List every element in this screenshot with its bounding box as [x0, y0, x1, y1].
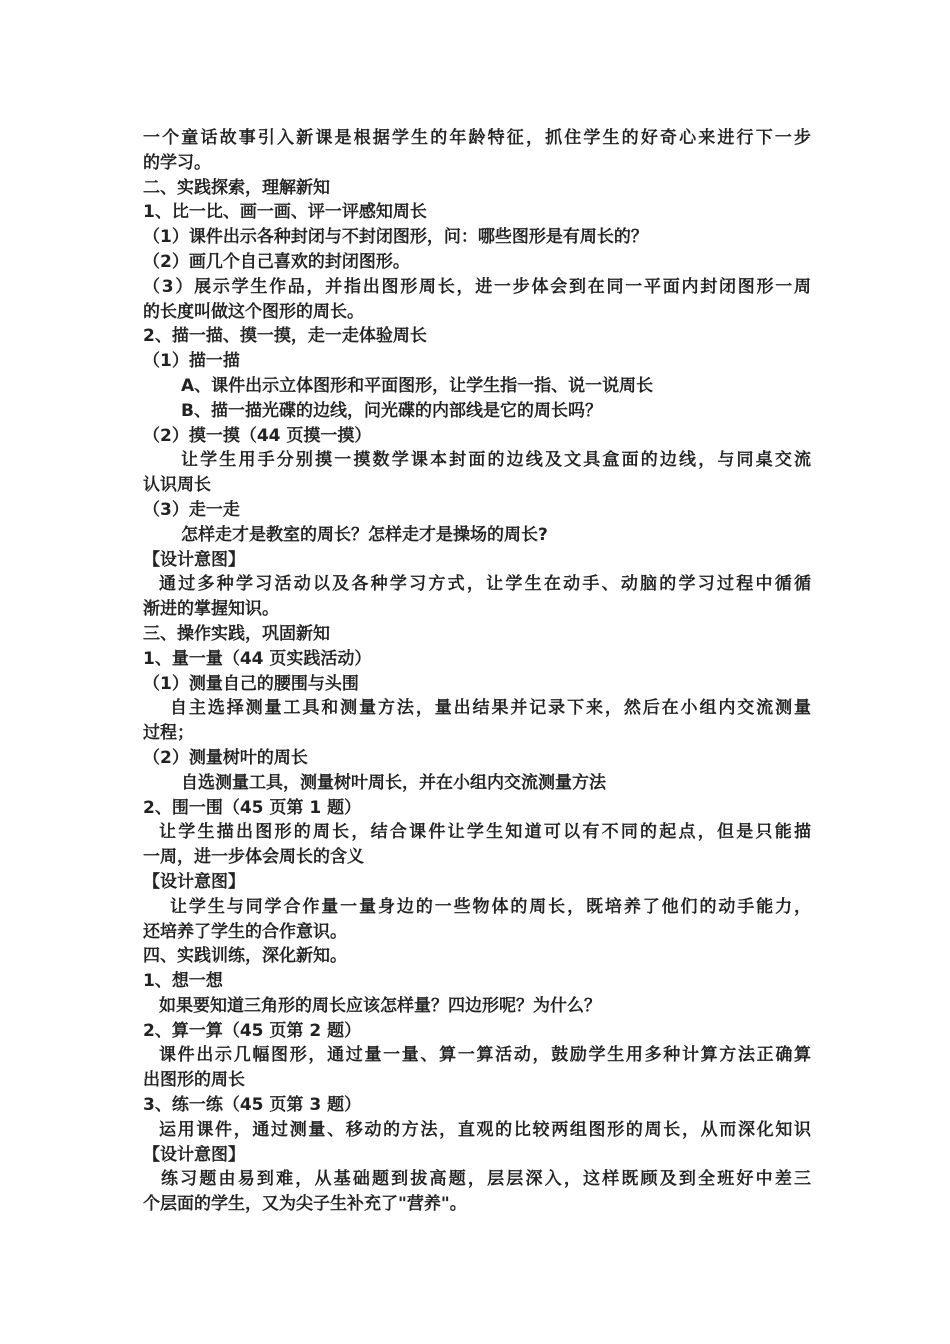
subsection-heading: 2、围一围（45 页第 1 题） — [143, 797, 362, 818]
paragraph-line: 的学习。 — [143, 152, 211, 173]
subsection-heading: 1、想一想 — [143, 971, 223, 992]
paragraph-line: 通过多种学习活动以及各种学习方式，让学生在动手、动脑的学习过程中循循 — [159, 574, 811, 595]
list-item: （1）课件出示各种封闭与不封闭图形，问：哪些图形是有周长的？ — [143, 227, 648, 248]
paragraph-line: 一个童话故事引入新课是根据学生的年龄特征，抓住学生的好奇心来进行下一步 — [143, 128, 811, 148]
paragraph-line: 让学生用手分别摸一摸数学课本封面的边线及文具盒面的边线，与同桌交流 — [181, 450, 811, 471]
list-item: （2）摸一摸（44 页摸一摸） — [143, 425, 372, 446]
design-intent-heading: 【设计意图】 — [143, 549, 245, 570]
paragraph-line: 如果要知道三角形的周长应该怎样量？四边形呢？为什么？ — [159, 995, 601, 1016]
paragraph-line: 一周，进一步体会周长的含义 — [143, 847, 364, 868]
list-item: （3）展示学生作品，并指出图形周长，进一步体会到在同一平面内封闭图形一周 — [143, 276, 811, 297]
paragraph-line: 运用课件，通过测量、移动的方法，直观的比较两组图形的周长，从而深化知识 — [159, 1119, 811, 1140]
section-heading: 二、实践探索，理解新知 — [143, 177, 330, 198]
paragraph-line: 怎样走才是教室的周长？怎样走才是操场的周长? — [181, 524, 548, 545]
document-body — [143, 126, 811, 1217]
subsection-heading: 3、练一练（45 页第 3 题） — [143, 1095, 362, 1116]
paragraph-line: 个层面的学生，又为尖子生补充了"营养"。 — [143, 1194, 467, 1215]
section-heading: 四、实践训练，深化新知。 — [143, 946, 347, 967]
sub-list-item: B、描一描光碟的边线，问光碟的内部线是它的周长吗？ — [181, 400, 602, 421]
paragraph-line: 让学生描出图形的周长，结合课件让学生知道可以有不同的起点，但是只能描 — [159, 822, 811, 843]
subsection-heading: 1、比一比、画一画、评一评感知周长 — [143, 202, 427, 223]
paragraph-line: 渐进的掌握知识。 — [143, 599, 279, 620]
paragraph-line: 认识周长 — [143, 475, 211, 496]
sub-list-item: A、课件出示立体图形和平面图形，让学生指一指、说一说周长 — [181, 375, 654, 396]
paragraph-line: 的长度叫做这个图形的周长。 — [143, 301, 364, 322]
list-item: （1）测量自己的腰围与头围 — [143, 673, 359, 694]
design-intent-heading: 【设计意图】 — [143, 1144, 245, 1165]
list-item: （3）走一走 — [143, 499, 240, 520]
subsection-heading: 1、量一量（44 页实践活动） — [143, 648, 372, 669]
paragraph-line: 出图形的周长 — [143, 1070, 245, 1091]
list-item: （2）测量树叶的周长 — [143, 747, 308, 768]
paragraph-line: 让学生与同学合作量一量身边的一些物体的周长，既培养了他们的动手能力， — [170, 896, 811, 917]
paragraph-line: 自主选择测量工具和测量方法，量出结果并记录下来，然后在小组内交流测量 — [170, 698, 811, 719]
subsection-heading: 2、描一描、摸一摸，走一走体验周长 — [143, 326, 427, 347]
design-intent-heading: 【设计意图】 — [143, 871, 245, 892]
paragraph-line: 还培养了学生的合作意识。 — [143, 921, 347, 942]
list-item: （1）描一描 — [143, 351, 240, 372]
paragraph-line: 自选测量工具，测量树叶周长，并在小组内交流测量方法 — [181, 772, 606, 793]
paragraph-line: 过程； — [143, 723, 194, 744]
subsection-heading: 2、算一算（45 页第 2 题） — [143, 1020, 362, 1041]
paragraph-line: 课件出示几幅图形，通过量一量、算一算活动，鼓励学生用多种计算方法正确算 — [159, 1045, 811, 1066]
section-heading: 三、操作实践，巩固新知 — [143, 623, 330, 644]
list-item: （2）画几个自己喜欢的封闭图形。 — [143, 251, 410, 272]
paragraph-line: 练习题由易到难，从基础题到拔高题，层层深入，这样既顾及到全班好中差三 — [161, 1169, 811, 1190]
